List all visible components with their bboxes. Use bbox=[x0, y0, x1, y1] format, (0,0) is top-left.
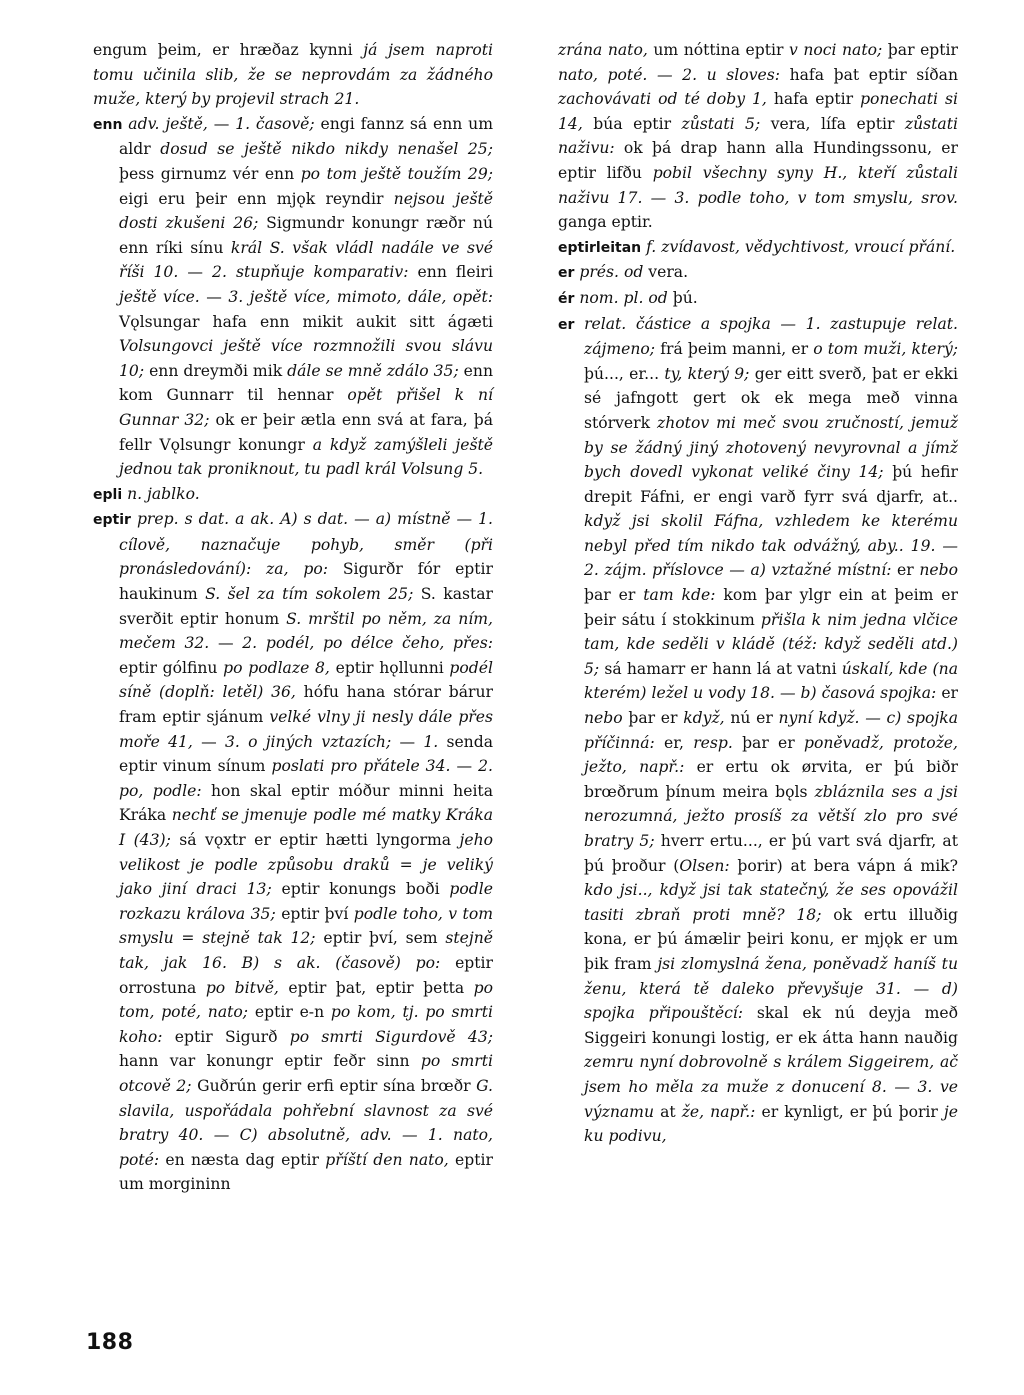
entry-text: Vǫlsungar hafa enn mikit aukit sitt ágæti bbox=[119, 312, 493, 331]
entry-text: eptir Sigurð bbox=[162, 1027, 290, 1046]
entry-text: ok þá drap hann alla Hundingssonu, er eptir lifðu bbox=[558, 139, 958, 182]
entry-translation: poslati pro přátele 34. bbox=[271, 757, 451, 776]
entry-text: eptir um morgininn bbox=[119, 1150, 493, 1194]
entry-translation: když jsi skolil Fáfna, vzhledem ke kterému nebyl před tím nikdo tak odvážný, aby.. 19. — 2. zájm. příslovce — a) vztažné místní: bbox=[584, 512, 958, 580]
entry-headword: enn bbox=[93, 116, 123, 133]
entry-translation: pobil všechny syny H., kteří zůstali naživu 17. — 3. podle toho, v tom smyslu, srov. bbox=[558, 163, 958, 207]
entry-text: hafa eptir bbox=[766, 90, 861, 109]
entry-translation: když, bbox=[683, 709, 725, 728]
entry-text: Sigmundr konungr ræðr nú enn ríki sínu bbox=[119, 214, 493, 257]
right-column bbox=[558, 38, 958, 1149]
entry-translation: podle toho, v tom smyslu = stejně tak 12; bbox=[119, 904, 493, 948]
entry-text: er ertu ok ørvita, er þú biðr brœðrum þínum meira bǫls bbox=[584, 758, 958, 801]
dictionary-entry bbox=[558, 38, 958, 235]
entry-translation: král S. však vládl nadále ve své říši 10. bbox=[119, 238, 494, 282]
entry-translation: zrána nato, bbox=[558, 41, 648, 59]
entry-translation: S. mrštil po něm, za ním, mečem 32. bbox=[119, 609, 493, 653]
entry-headword: er bbox=[558, 316, 575, 333]
left-column bbox=[93, 38, 493, 1197]
entry-text: nú er bbox=[724, 709, 779, 728]
entry-text: eptir gólfinu bbox=[119, 658, 224, 677]
entry-text: engum þeim, er hræðaz kynni bbox=[93, 41, 364, 59]
entry-translation: po kom, tj. po smrti koho: bbox=[119, 1003, 493, 1046]
entry-translation: poněvadž, protože, ježto, např.: bbox=[584, 733, 958, 777]
entry-text: — bbox=[209, 634, 243, 653]
page-number: 188 bbox=[86, 1330, 134, 1355]
entry-translation: nejsou ještě dosti zkušeni 26; bbox=[119, 189, 493, 233]
entry-text: — bbox=[192, 732, 225, 751]
entry-translation: ponechati si 14, bbox=[558, 90, 958, 133]
dictionary-entry bbox=[558, 312, 958, 1149]
entry-text: sá hamarr er hann lá at vatni bbox=[599, 659, 842, 678]
entry-translation: o tom muži, který; bbox=[813, 340, 959, 359]
entry-text: þar er bbox=[732, 733, 804, 752]
entry-translation: po tom, poté, nato; bbox=[119, 978, 493, 1022]
entry-translation: zhotov mi meč svou zručností, jemuž by se žádný jiný zhotovený nevyrovnal a jímž bych dovedl vykonat veliké činy 14; bbox=[584, 413, 958, 482]
entry-text: eptir orrostuna bbox=[119, 953, 493, 997]
entry-translation: 3. ještě více, mimoto, dále, opět: bbox=[228, 287, 494, 306]
entry-translation: prep. s dat. a ak. A) s dat. — a) místně — 1. cílově, naznačuje pohyb, směr (při pronásledování): za, po: bbox=[119, 510, 493, 579]
dictionary-entry bbox=[558, 260, 958, 286]
entry-text: eptir e-n bbox=[248, 1003, 331, 1022]
entry-translation: nato, poté. — 2. u sloves: bbox=[558, 65, 780, 84]
entry-translation: 1. časově; bbox=[235, 114, 315, 133]
entry-translation: ještě více. bbox=[119, 287, 200, 306]
entry-translation: opět přišel k ní Gunnar 32; bbox=[119, 386, 494, 429]
entry-text: þar eptir bbox=[882, 41, 958, 59]
entry-headword: eptir bbox=[93, 512, 131, 529]
entry-translation: zůstati naživu: bbox=[558, 114, 958, 158]
entry-text: kom þar ylgr ein at þeim er þeir sátu í stokkinum bbox=[584, 586, 958, 629]
entry-translation: Olsen: bbox=[679, 856, 730, 875]
entry-text: — bbox=[207, 114, 236, 133]
entry-translation: po bitvě, bbox=[205, 978, 279, 997]
entry-headword: er bbox=[558, 265, 575, 282]
entry-text: — bbox=[178, 263, 213, 282]
entry-text: S. kastar sverðit eptir honum bbox=[119, 585, 494, 628]
entry-text: ganga eptir. bbox=[558, 213, 653, 232]
dictionary-entry bbox=[93, 112, 493, 482]
entry-translation: přišla k nim jedna vlčice tam, kde seděli v kládě (též: když seděli atd.) 5; bbox=[584, 610, 958, 678]
entry-translation: Volsungovci ještě více rozmnožili svou slávu 10; bbox=[119, 337, 493, 380]
entry-translation: tam kde: bbox=[643, 586, 716, 605]
entry-text: hverr ertu..., er þú vart svá djarfr, at þú þroður ( bbox=[584, 832, 958, 875]
entry-text: skal ek nú deyja með Siggeiri konungi lostig, er ek átta hann nauðig bbox=[584, 1004, 958, 1047]
entry-translation: relat. částice a spojka — 1. zastupuje relat. zájmeno; bbox=[584, 314, 958, 359]
entry-translation: 2. podél, po délce čeho, přes: bbox=[242, 634, 493, 653]
entry-text: þorir) at bera vápn á mik? bbox=[729, 856, 958, 875]
entry-translation: kdo jsi.., když jsi tak statečný, že ses opovážil tasiti zbraň proti mně? 18; bbox=[584, 881, 958, 924]
entry-translation: po smrti Sigurdově 43; bbox=[289, 1027, 493, 1046]
entry-text: vera, lífa eptir bbox=[760, 114, 905, 133]
entry-translation: po podlaze 8, bbox=[223, 658, 330, 677]
entry-text: eptir því, sem bbox=[315, 929, 446, 948]
entry-translation: po smrti otcově 2; bbox=[119, 1052, 493, 1095]
entry-translation: příští den nato, bbox=[325, 1150, 449, 1169]
entry-translation: jsi zlomyslná žena, poněvadž haníš tu ženu, která tě daleko převyšuje 31. — d) spojka připouštěcí: bbox=[584, 954, 958, 1023]
entry-translation: 1. bbox=[423, 732, 439, 751]
entry-text: Sigurðr fór eptir haukinum bbox=[119, 560, 493, 604]
entry-text: eigi eru þeir enn mjǫk reyndir bbox=[119, 189, 394, 208]
entry-text: vera. bbox=[643, 263, 689, 282]
entry-text: búa eptir bbox=[582, 114, 682, 133]
entry-text: um nóttina eptir bbox=[647, 41, 789, 59]
entry-text: ok er þeir ætla enn svá at fara, þá fellr Vǫlsungr konungr bbox=[119, 410, 493, 454]
entry-text: eptir því bbox=[275, 904, 354, 923]
entry-headword: ér bbox=[558, 290, 575, 307]
entry-translation: velké vlny ji nesly dále přes moře 41, bbox=[119, 708, 493, 751]
entry-text: hon skal eptir móður minni heita Kráka bbox=[119, 781, 493, 825]
entry-translation: dosud se ještě nikdo nikdy nenašel 25; bbox=[160, 140, 493, 159]
entry-text: at bbox=[654, 1102, 682, 1121]
entry-translation: adv. ještě, bbox=[128, 114, 208, 133]
entry-translation: a když zamýšleli ještě jednou tak proniknout, tu padl král Volsung 5. bbox=[119, 435, 493, 479]
entry-translation: dále se mně zdálo 35; bbox=[287, 361, 459, 380]
entry-translation: úskalí, kde (na kterém) ležel u vody 18. — b) časová spojka: bbox=[584, 659, 958, 703]
entry-text: þess girnumz vér enn bbox=[119, 164, 301, 183]
entry-text: frá þeim manni, er bbox=[655, 340, 814, 359]
entry-text: er bbox=[891, 561, 920, 580]
entry-text: enn kom Gunnarr til hennar bbox=[119, 361, 493, 405]
entry-text: þú..., er... bbox=[584, 364, 665, 383]
dictionary-entry bbox=[93, 507, 493, 1197]
entry-translation: stejně tak, jak 16. B) s ak. (časově) po: bbox=[119, 929, 493, 972]
entry-translation: ty, který 9; bbox=[664, 364, 750, 383]
entry-translation: v noci nato; bbox=[788, 41, 883, 59]
entry-text: engi fannz sá enn um aldr bbox=[119, 114, 493, 159]
entry-translation: zemru nyní dobrovolně s králem Siggeirem, ač jsem ho měla za muže z donucení 8. — 3. ve významu bbox=[584, 1053, 958, 1121]
entry-translation: je ku podivu, bbox=[584, 1102, 958, 1146]
entry-translation: resp. bbox=[693, 733, 733, 752]
entry-translation: nom. pl. od bbox=[579, 288, 668, 307]
entry-text: Guðrún gerir erfi eptir sína brœðr bbox=[191, 1076, 477, 1095]
entry-text: hófu hana stórar bárur fram eptir sjánum bbox=[119, 683, 493, 727]
entry-text: þú. bbox=[667, 288, 698, 307]
entry-translation: nyní když. — c) spojka příčinná: bbox=[584, 709, 958, 752]
entry-translation: podél síně (doplň: letěl) 36, bbox=[119, 658, 493, 702]
entry-text: eptir hǫllunni bbox=[329, 658, 450, 677]
entry-translation: já jsem naproti tomu učinila slib, že se neprovdám za žádného muže, který by projevil strach 21. bbox=[93, 41, 493, 109]
entry-translation: jeho velikost je podle způsobu draků = je veliký jako jiní draci 13; bbox=[119, 831, 493, 899]
entry-text: er, bbox=[654, 733, 694, 752]
entry-text: hafa þat eptir síðan bbox=[779, 65, 958, 84]
entry-translation: podle rozkazu králova 35; bbox=[119, 880, 493, 923]
entry-translation: nebo bbox=[919, 561, 958, 580]
entry-headword: eptirleitan bbox=[558, 239, 642, 256]
entry-text: eptir þat, eptir þetta bbox=[278, 978, 474, 997]
entry-text: þar er bbox=[622, 709, 684, 728]
entry-text: — bbox=[391, 732, 424, 751]
entry-translation: S. šel za tím sokolem 25; bbox=[205, 585, 414, 604]
entry-text: er kynligt, er þú þorir bbox=[755, 1102, 944, 1121]
entry-text: enn fleiri bbox=[408, 263, 493, 282]
entry-translation: 2. stupňuje komparativ: bbox=[212, 263, 409, 282]
entry-headword: epli bbox=[93, 486, 123, 503]
entry-translation: zbláznila ses a jsi nerozumná, ježto prosíš za větší zlo pro své bratry 5; bbox=[584, 782, 958, 850]
entry-text: — bbox=[199, 287, 229, 306]
entry-text: er bbox=[936, 684, 959, 703]
entry-translation: 2. po, podle: bbox=[119, 757, 493, 800]
entry-translation: zachovávati od té doby 1, bbox=[558, 90, 767, 109]
entry-translation: nebo bbox=[584, 709, 623, 728]
entry-translation: 3. o jiných vztazích; bbox=[224, 732, 392, 751]
entry-translation: prés. od bbox=[579, 263, 644, 282]
entry-text: en næsta dag eptir bbox=[159, 1150, 326, 1169]
entry-text bbox=[574, 315, 584, 333]
entry-translation: G. slavila, uspořádala pohřební slavnost za své bratry 40. — C) absolutně, adv. — 1. nato, poté: bbox=[119, 1076, 493, 1169]
entry-text: ok ertu illuðig kona, er þú ámælir þeiri konu, er mjǫk er um þik fram bbox=[584, 905, 959, 973]
entry-text: þú hefir drepit Fáfni, er engi varð fyrr svá djarfr, at.. bbox=[584, 463, 958, 506]
dictionary-entry bbox=[93, 482, 493, 508]
entry-text: hann var konungr eptir feðr sinn bbox=[119, 1052, 421, 1071]
entry-text: sá vǫxtr er eptir hætti lyngorma bbox=[170, 831, 460, 849]
entry-translation: f. zvídavost, vědychtivost, vroucí přání. bbox=[646, 237, 956, 256]
entry-text: ger eitt sverð, þat er ekki sé jafngott gert ok ek mega með vinna stórverk bbox=[584, 364, 958, 432]
entry-translation: že, např.: bbox=[681, 1102, 756, 1121]
entry-text: þar er bbox=[584, 586, 644, 605]
entry-translation: nechť se jmenuje podle mé matky Kráka I (43); bbox=[119, 806, 493, 849]
entry-text: — bbox=[450, 757, 479, 776]
entry-text: senda eptir vinum sínum bbox=[119, 732, 493, 776]
dictionary-entry bbox=[558, 235, 958, 261]
dictionary-entry bbox=[93, 38, 493, 112]
entry-translation: zůstati 5; bbox=[681, 114, 761, 133]
entry-text: eptir konungs boði bbox=[271, 880, 450, 899]
entry-translation: n. jablko. bbox=[127, 484, 200, 503]
dictionary-entry bbox=[558, 286, 958, 312]
entry-translation: po tom ještě toužím 29; bbox=[300, 164, 493, 183]
entry-text: enn dreymði mik bbox=[144, 361, 288, 380]
